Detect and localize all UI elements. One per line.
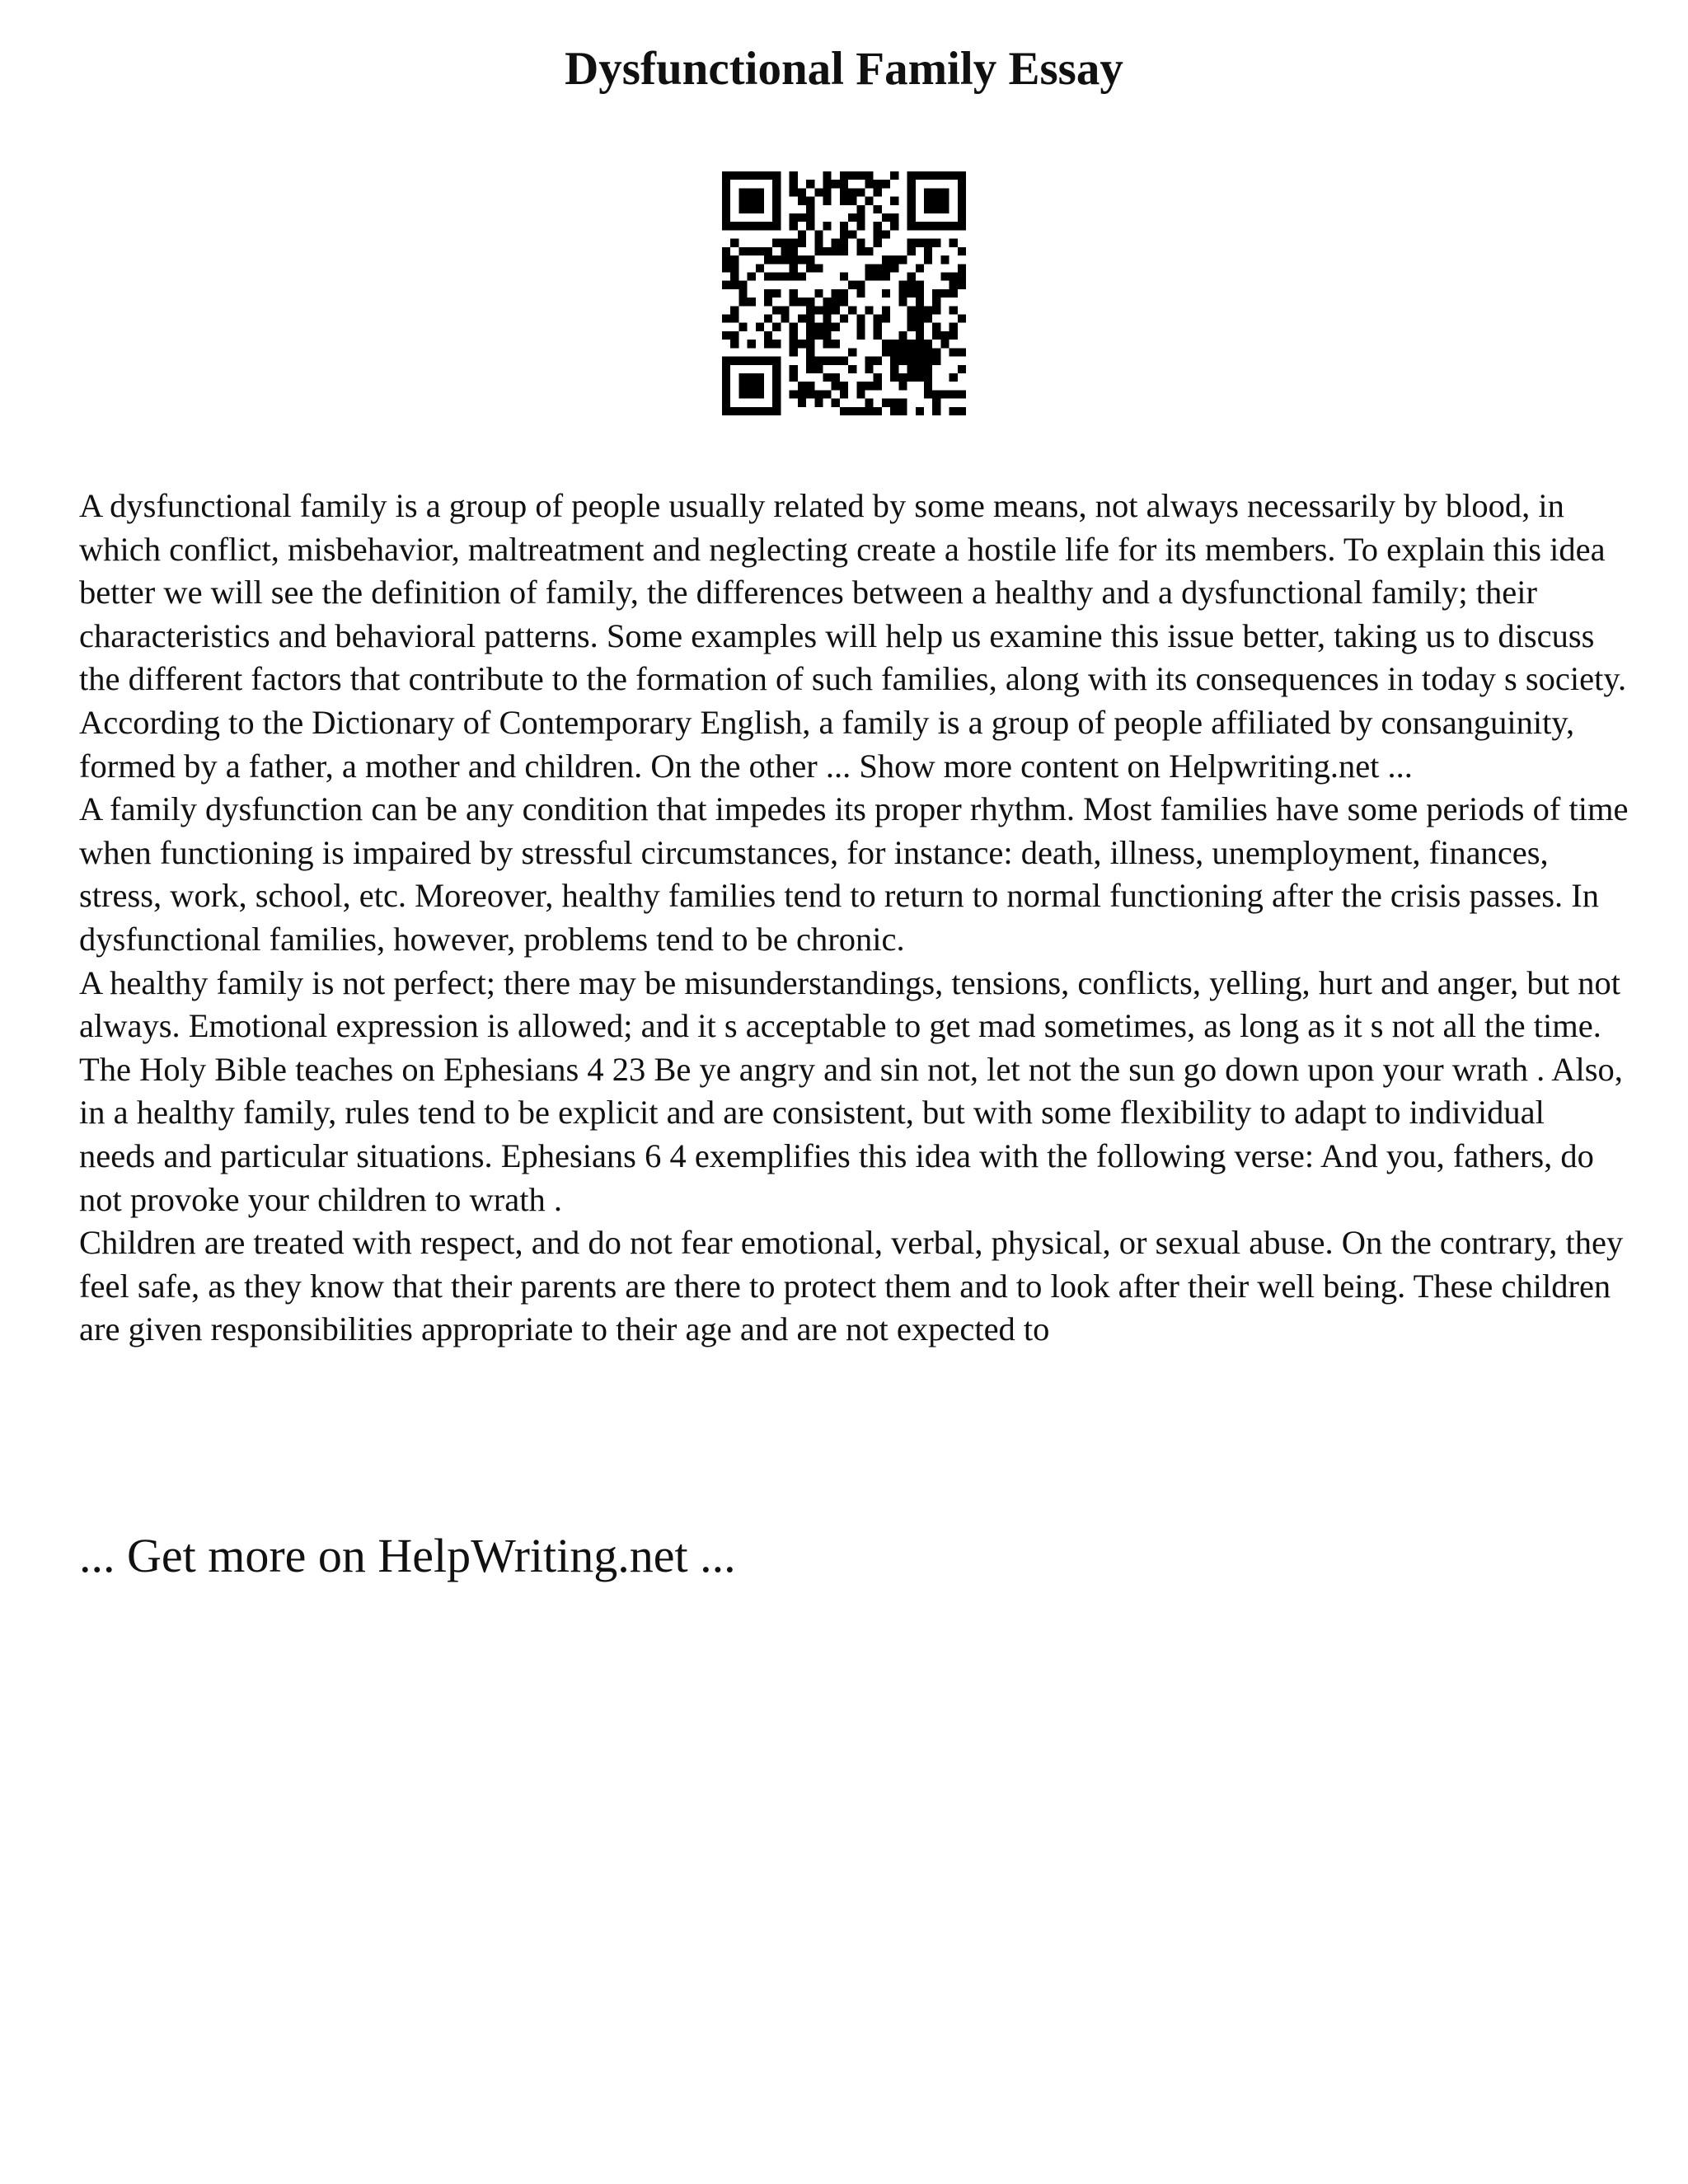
document-title: Dysfunctional Family Essay [565, 43, 1123, 95]
paragraph: A dysfunctional family is a group of people usually related by some means, not always necessarily by blood, in which conflict, misbehavior, maltreatment and neglecting create a hostile life for its members. To explain this idea better we will see the definition of family, the differences between a healthy and a dysfunctional family; their characteristics and behavioral patterns. Some examples will help us examine this issue better, taking us to discuss the different factors that contribute to the formation of such families, along with its consequences in today s society. [79, 487, 1627, 698]
paragraph: According to the Dictionary of Contemporary English, a family is a group of people affiliated by consanguinity, formed by a father, a mother and children. On the other ... Show more content on Helpwriting.net ... [79, 703, 1575, 785]
get-more-link[interactable]: ... Get more on HelpWriting.net ... [79, 1529, 736, 1582]
paragraph: A family dysfunction can be any condition that impedes its proper rhythm. Most families have some periods of time when functioning is impaired by stressful circumstances, for instance: death, illness, unemployment, finances, stress, work, school, etc. Moreover, healthy families tend to return to normal functioning after the crisis passes. In dysfunctional families, however, problems tend to be chronic. [79, 790, 1629, 958]
paragraph: Children are treated with respect, and do not fear emotional, verbal, physical, or sexual abuse. On the contrary, they feel safe, as they know that their parents are there to protect them and to look after their well being. These children are given responsibilities appropriate to their age and are not expected to [79, 1224, 1624, 1348]
essay-body [79, 485, 1629, 1352]
qr-code-icon [722, 171, 966, 415]
paragraph: A healthy family is not perfect; there may be misunderstandings, tensions, conflicts, yelling, hurt and anger, but not always. Emotional expression is allowed; and it s acceptable to get mad sometimes, as long as it s not all the time. The Holy Bible teaches on Ephesians 4 23 Be ye angry and sin not, let not the sun go down upon your wrath . Also, in a healthy family, rules tend to be explicit and are consistent, but with some flexibility to adapt to individual needs and particular situations. Ephesians 6 4 exemplifies this idea with the following verse: And you, fathers, do not provoke your children to wrath . [79, 963, 1623, 1218]
